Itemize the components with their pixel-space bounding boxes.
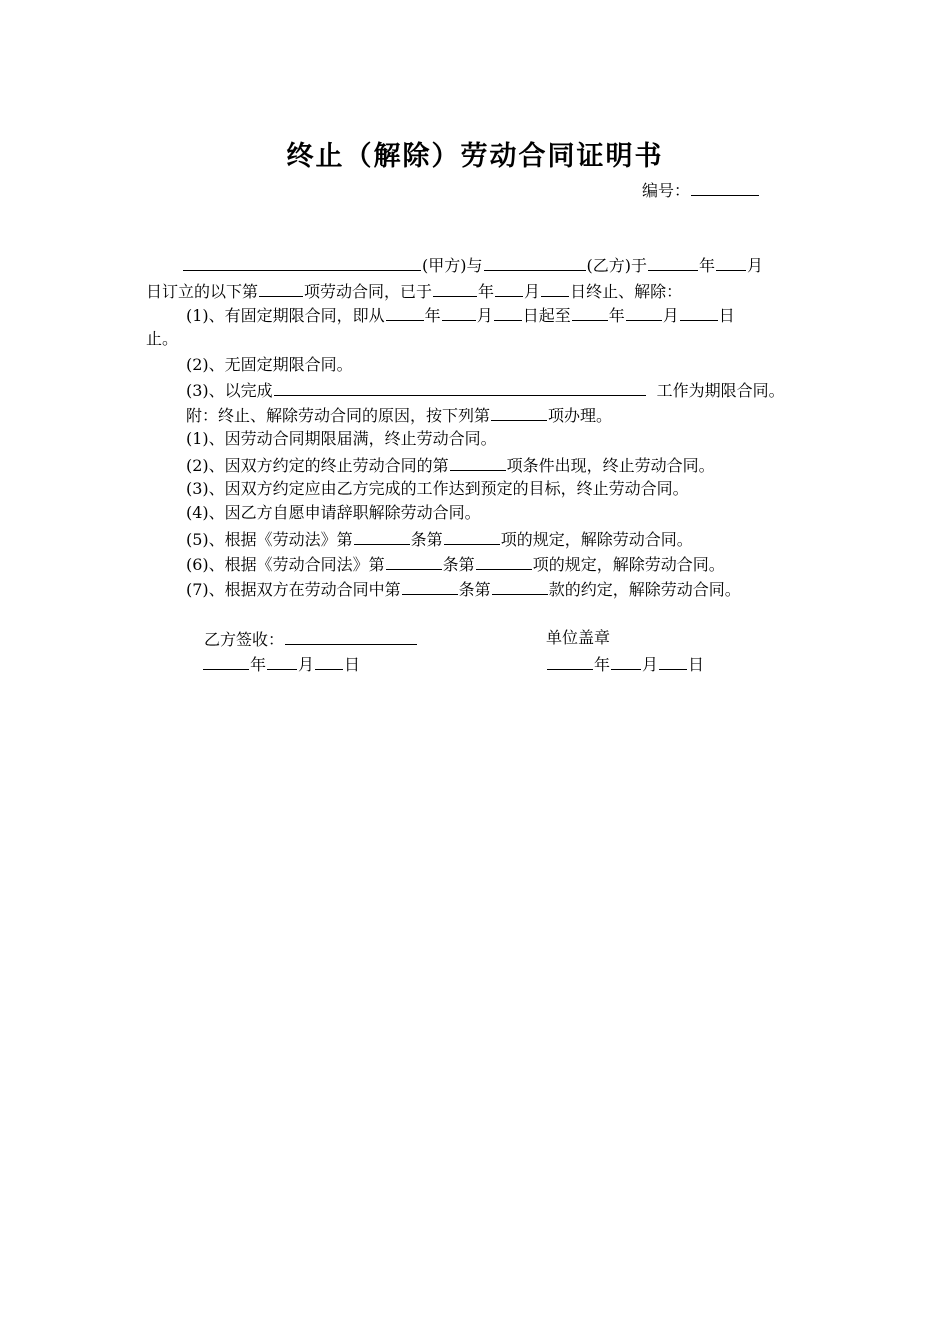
condition-no-blank[interactable] (450, 454, 506, 471)
company-month-blank[interactable] (611, 653, 641, 670)
reason2-text-a: (2)、因双方约定的终止劳动合同的第 (186, 456, 449, 475)
contract-article-blank[interactable] (402, 578, 458, 595)
reason6-text-c: 项的规定，解除劳动合同。 (532, 555, 725, 574)
company-seal-label: 单位盖章 (546, 628, 611, 647)
item-1-end (146, 329, 178, 349)
reason2-text-b: 项条件出现，终止劳动合同。 (506, 456, 715, 475)
reason-6 (186, 553, 725, 575)
end-month-blank[interactable] (495, 280, 523, 297)
party-b-year-blank[interactable] (203, 653, 249, 670)
party-b-signature-label: 乙方签收： (204, 630, 285, 649)
serial-label: 编号： (642, 181, 691, 200)
month-label: 月 (642, 655, 659, 674)
day-label: 日 (718, 306, 735, 325)
contract-law-item-blank[interactable] (476, 553, 532, 570)
reason-3 (186, 479, 689, 499)
item-2-line (186, 355, 353, 375)
reason-1 (186, 429, 497, 449)
reason7-text-a: (7)、根据双方在劳动合同中第 (186, 580, 401, 599)
year-label: 年 (250, 655, 267, 674)
reason5-text-b: 条第 (410, 530, 443, 549)
party-b-label: (乙方)于 (586, 256, 647, 275)
line2-text-c: 日终止、解除： (570, 282, 683, 301)
end-day-blank[interactable] (541, 280, 569, 297)
year-label: 年 (608, 306, 625, 325)
serial-blank[interactable] (691, 179, 759, 196)
month-label: 月 (662, 306, 679, 325)
item2-text: (2)、无固定期限合同。 (186, 355, 353, 374)
note-text-a: 附：终止、解除劳动合同的原因，按下列第 (186, 406, 491, 425)
item1-text-b: 日起至 (522, 306, 571, 325)
from-day-blank[interactable] (494, 304, 522, 321)
company-year-blank[interactable] (547, 653, 593, 670)
party-b-blank[interactable] (484, 254, 586, 271)
item3-text-a: (3)、以完成 (186, 381, 273, 400)
company-date (546, 653, 704, 675)
reason5-text-c: 项的规定，解除劳动合同。 (500, 530, 693, 549)
reason6-text-b: 条第 (442, 555, 475, 574)
serial-number (642, 178, 760, 201)
to-year-blank[interactable] (572, 304, 608, 321)
from-month-blank[interactable] (442, 304, 476, 321)
item-3-line (186, 379, 785, 401)
reason-4 (186, 503, 481, 523)
year-label: 年 (478, 282, 495, 301)
note-line (186, 404, 612, 426)
sign-month-blank[interactable] (716, 254, 746, 271)
month-label: 月 (476, 306, 493, 325)
reason-2 (186, 454, 715, 476)
end-year-blank[interactable] (433, 280, 477, 297)
day-label: 日 (344, 655, 361, 674)
note-text-b: 项办理。 (548, 406, 613, 425)
to-month-blank[interactable] (626, 304, 662, 321)
party-a-blank[interactable] (183, 254, 421, 271)
party-a-label: (甲方)与 (422, 256, 483, 275)
year-label: 年 (424, 306, 441, 325)
reason-5 (186, 528, 693, 550)
month-label: 月 (747, 256, 764, 275)
year-label: 年 (699, 256, 716, 275)
month-label: 月 (524, 282, 541, 301)
day-label: 日 (688, 655, 705, 674)
contract-no-blank[interactable] (259, 280, 303, 297)
reason7-text-b: 条第 (458, 580, 491, 599)
party-b-day-blank[interactable] (315, 653, 343, 670)
month-label: 月 (298, 655, 315, 674)
year-label: 年 (594, 655, 611, 674)
labor-law-item-blank[interactable] (444, 528, 500, 545)
para-line-2 (146, 280, 682, 302)
company-seal (546, 628, 610, 648)
labor-law-article-blank[interactable] (354, 528, 410, 545)
reason-no-blank[interactable] (491, 404, 547, 421)
reason4-text: (4)、因乙方自愿申请辞职解除劳动合同。 (186, 503, 481, 522)
from-year-blank[interactable] (386, 304, 424, 321)
party-b-signature (204, 628, 418, 650)
reason5-text-a: (5)、根据《劳动法》第 (186, 530, 353, 549)
item3-text-b: 工作为期限合同。 (656, 381, 785, 400)
line2-text-a: 日订立的以下第 (146, 282, 259, 301)
work-blank[interactable] (274, 379, 646, 396)
page-title: 终止（解除）劳动合同证明书 (286, 141, 664, 172)
line2-text-b: 项劳动合同，已于 (304, 282, 433, 301)
reason3-text: (3)、因双方约定应由乙方完成的工作达到预定的目标，终止劳动合同。 (186, 479, 689, 498)
reason6-text-a: (6)、根据《劳动合同法》第 (186, 555, 385, 574)
contract-clause-blank[interactable] (492, 578, 548, 595)
reason-7 (186, 578, 741, 600)
party-b-month-blank[interactable] (267, 653, 297, 670)
company-day-blank[interactable] (659, 653, 687, 670)
para-line-1 (182, 254, 763, 276)
item1-text: (1)、有固定期限合同，即从 (186, 306, 385, 325)
item-1-line (186, 304, 735, 326)
contract-law-article-blank[interactable] (386, 553, 442, 570)
item1-end-text: 止。 (146, 329, 179, 348)
reason1-text: (1)、因劳动合同期限届满，终止劳动合同。 (186, 429, 497, 448)
reason7-text-c: 款的约定，解除劳动合同。 (548, 580, 741, 599)
party-b-signature-blank[interactable] (285, 628, 417, 645)
sign-year-blank[interactable] (648, 254, 698, 271)
party-b-date (202, 653, 360, 675)
to-day-blank[interactable] (680, 304, 718, 321)
